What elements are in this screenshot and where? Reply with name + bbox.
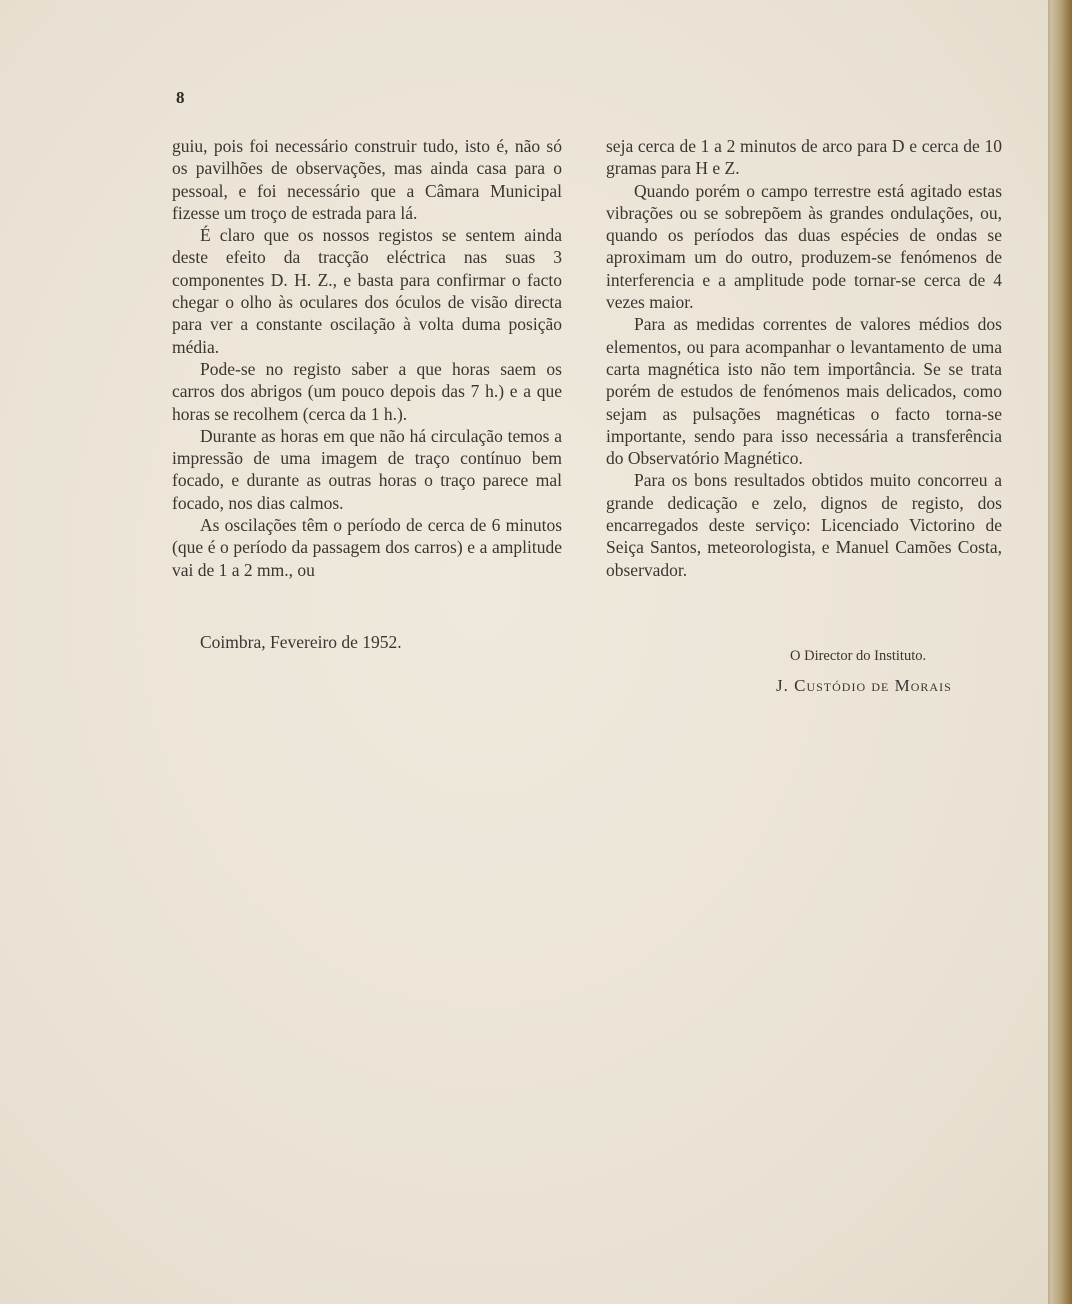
page-number: 8 [176, 88, 185, 107]
place-date: Coimbra, Fevereiro de 1952. [200, 632, 402, 652]
right-column [606, 135, 1002, 581]
left-paragraph-2: É claro que os nossos registos se sentem ainda deste efeito da tracção eléctrica nas suas 3 componentes D. H. Z., e basta para confirmar o facto chegar o olho às oculares dos óculos de visão directa para ver a constante oscilação à volta duma posição média. [172, 225, 562, 357]
left-paragraph-5: As oscilações têm o período de cerca de 6 minutos (que é o período da passagem dos carros) e a amplitude vai de 1 a 2 mm., ou [172, 515, 562, 580]
left-paragraph-1: guiu, pois foi necessário construir tudo, isto é, não só os pavilhões de observações, mas ainda casa para o pessoal, e foi necessário que a Câmara Municipal fizesse um troço de estrada para lá. [172, 136, 562, 223]
right-paragraph-4: Para os bons resultados obtidos muito concorreu a grande dedicação e zelo, dignos de registo, dos encarregados deste serviço: Licenciado Victorino de Seiça Santos, meteorologista, e Manuel Camões Costa, observador. [606, 470, 1002, 580]
right-paragraph-1: seja cerca de 1 a 2 minutos de arco para D e cerca de 10 gramas para H e Z. [606, 136, 1002, 179]
left-paragraph-3: Pode-se no registo saber a que horas saem os carros dos abrigos (um pouco depois das 7 h.) e a que horas se recolhem (cerca da 1 h.). [172, 358, 562, 424]
signature-title: O Director do Instituto. [790, 648, 927, 664]
signature-name: J. Custódio de Morais [776, 676, 952, 695]
right-paragraph-3: Para as medidas correntes de valores médios dos elementos, ou para acompanhar o levantamento de uma carta magnética isto não tem importância. Se se trata porém de estudos de fenómenos mais delicados, como sejam as pulsações magnéticas o facto torna-se importante, sendo para isso necessária a transferência do Observatório Magnético. [606, 314, 1002, 469]
left-paragraph-4: Durante as horas em que não há circulação temos a impressão de uma imagem de traço contínuo bem focado, e durante as outras horas o traço parece mal focado, nos dias calmos. [172, 425, 562, 513]
right-paragraph-2: Quando porém o campo terrestre está agitado estas vibrações ou se sobrepõem às grandes ondulações, ou, quando os períodos das duas espécies de ondas se aproximam um do outro, produzem-se fenómenos de interferencia e a amplitude pode tornar-se cerca de 4 vezes maior. [606, 180, 1002, 313]
left-column [172, 135, 562, 581]
page-binding-edge [1050, 0, 1072, 1304]
